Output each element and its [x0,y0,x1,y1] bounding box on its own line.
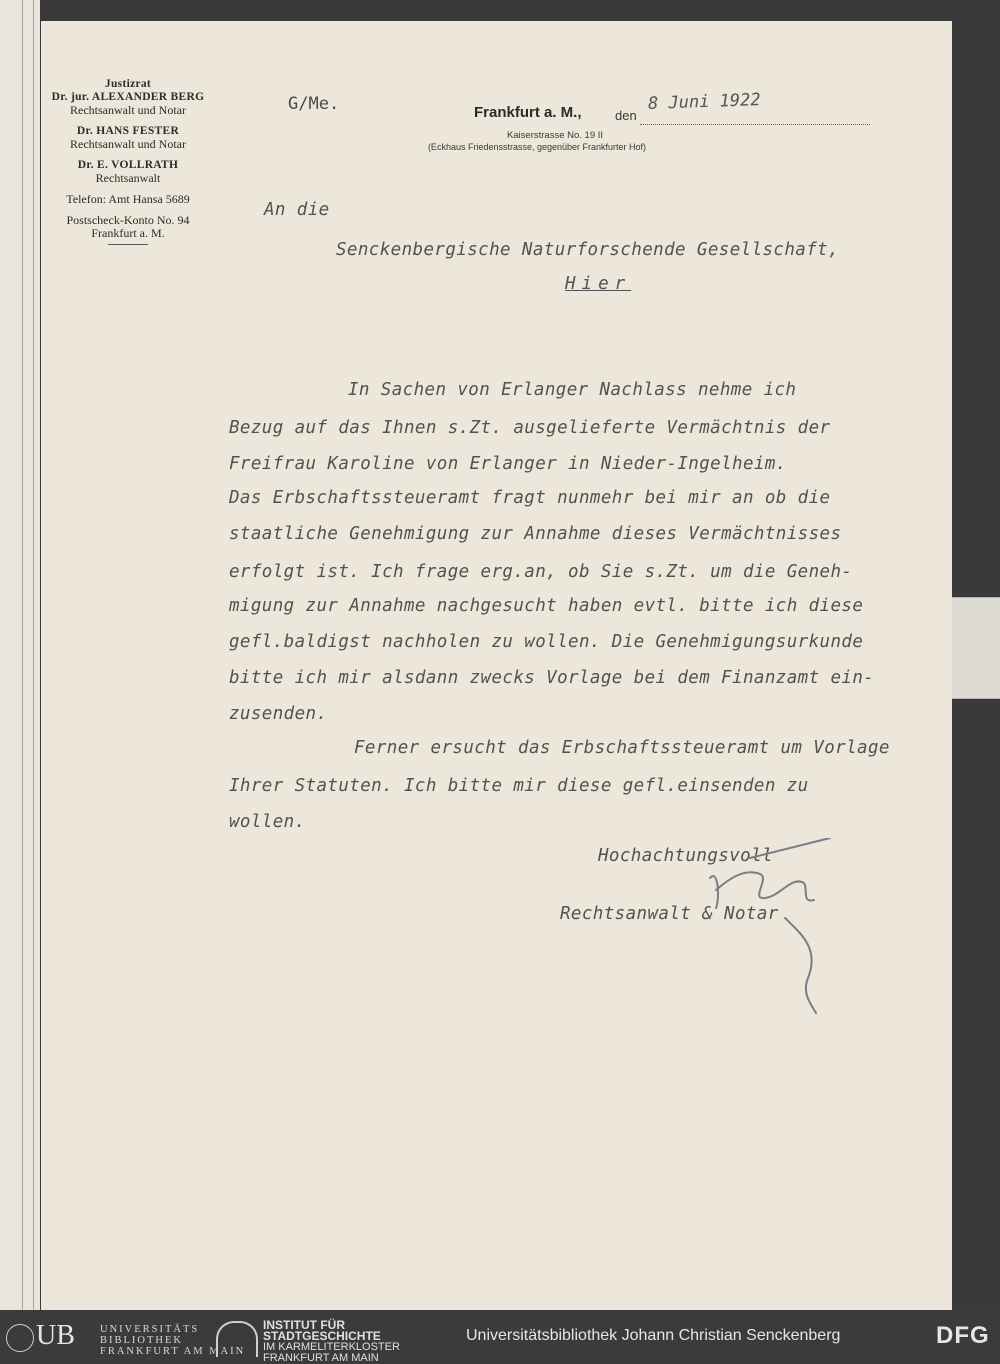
library-title: Universitätsbibliothek Johann Christian Senckenberg [466,1327,841,1344]
letterhead-name-fester: Dr. HANS FESTER [76,125,180,137]
dfg-logo: DFG [936,1322,990,1349]
signoff: Rechtsanwalt & Notar [560,904,779,924]
recipient-line: An die [264,200,330,220]
date-prefix: den [615,108,637,123]
footer-bar [0,1310,1000,1364]
isg-name-line: IM KARMELITERKLOSTER [263,1341,400,1353]
isg-name-line: FRANKFURT AM MAIN [263,1352,379,1364]
letterhead-postal: Postscheck-Konto No. 94 [66,213,190,227]
letterhead-role-berg: Rechtsanwalt und Notar [70,103,186,117]
handwritten-signature [690,838,840,1018]
recipient-location: Hier [565,274,632,294]
letterhead-rule [108,244,148,245]
letterhead-title: Justizrat [104,78,152,90]
page-stack-edge [0,0,40,1310]
ub-seal-icon [6,1324,34,1352]
isg-name-line: STADTGESCHICHTE [263,1329,381,1343]
body-line: Ihrer Statuten. Ich bitte mir diese gefl.einsenden zu [229,776,809,796]
body-line: erfolgt ist. Ich frage erg.an, ob Sie s.Zt. um die Geneh- [229,562,853,582]
body-line: migung zur Annahme nachgesucht haben evtl. bitte ich diese [229,596,864,616]
letterhead-role-vollrath: Rechtsanwalt [95,171,161,185]
body-line: In Sachen von Erlanger Nachlass nehme ich [348,380,797,400]
isg-name [263,1320,400,1364]
letterhead [43,78,213,245]
body-line: Das Erbschaftssteueramt fragt nunmehr bei mir an ob die [229,488,831,508]
ub-logo: UB [36,1320,75,1351]
recipient-name: Senckenbergische Naturforschende Gesellschaft, [336,240,840,260]
body-line: staatliche Genehmigung zur Annahme dieses Vermächtnisses [229,524,842,544]
letterhead-phone: Telefon: Amt Hansa 5689 [66,192,190,206]
isg-arch-icon [216,1321,258,1357]
body-line: zusenden. [229,704,328,724]
body-line: bitte ich mir alsdann zwecks Vorlage bei dem Finanzamt ein- [229,668,875,688]
body-line: gefl.baldigst nachholen zu wollen. Die Genehmigungsurkunde [229,632,864,652]
reference-code: G/Me. [288,94,340,114]
ub-name-line: UNIVERSITÄTS [100,1324,200,1335]
letterhead-name-berg: Dr. jur. ALEXANDER BERG [51,91,205,103]
body-line: Ferner ersucht das Erbschaftssteueramt um Vorlage [354,738,890,758]
closing: Hochachtungsvoll [598,846,773,866]
ub-name-line: BIBLIOTHEK [100,1335,183,1346]
corner-address: (Eckhaus Friedensstrasse, gegenüber Frankfurter Hof) [427,142,647,152]
letterhead-role-fester: Rechtsanwalt und Notar [70,137,186,151]
page-stack-line [33,0,34,1310]
body-line: wollen. [229,812,306,832]
letterhead-city: Frankfurt a. M. [91,226,165,240]
isg-name-line: INSTITUT FÜR [263,1318,345,1332]
page-stack-line [22,0,23,1310]
place: Frankfurt a. M., [474,104,582,121]
street-address: Kaiserstrasse No. 19 II [506,130,604,141]
date: 8 Juni 1922 [647,90,761,114]
body-line: Freifrau Karoline von Erlanger in Nieder-Ingelheim. [229,454,787,474]
ub-name-line: FRANKFURT AM MAIN [100,1346,246,1357]
letterhead-name-vollrath: Dr. E. VOLLRATH [77,159,179,171]
date-line [640,124,870,125]
body-line: Bezug auf das Ihnen s.Zt. ausgelieferte Vermächtnis der [229,418,831,438]
